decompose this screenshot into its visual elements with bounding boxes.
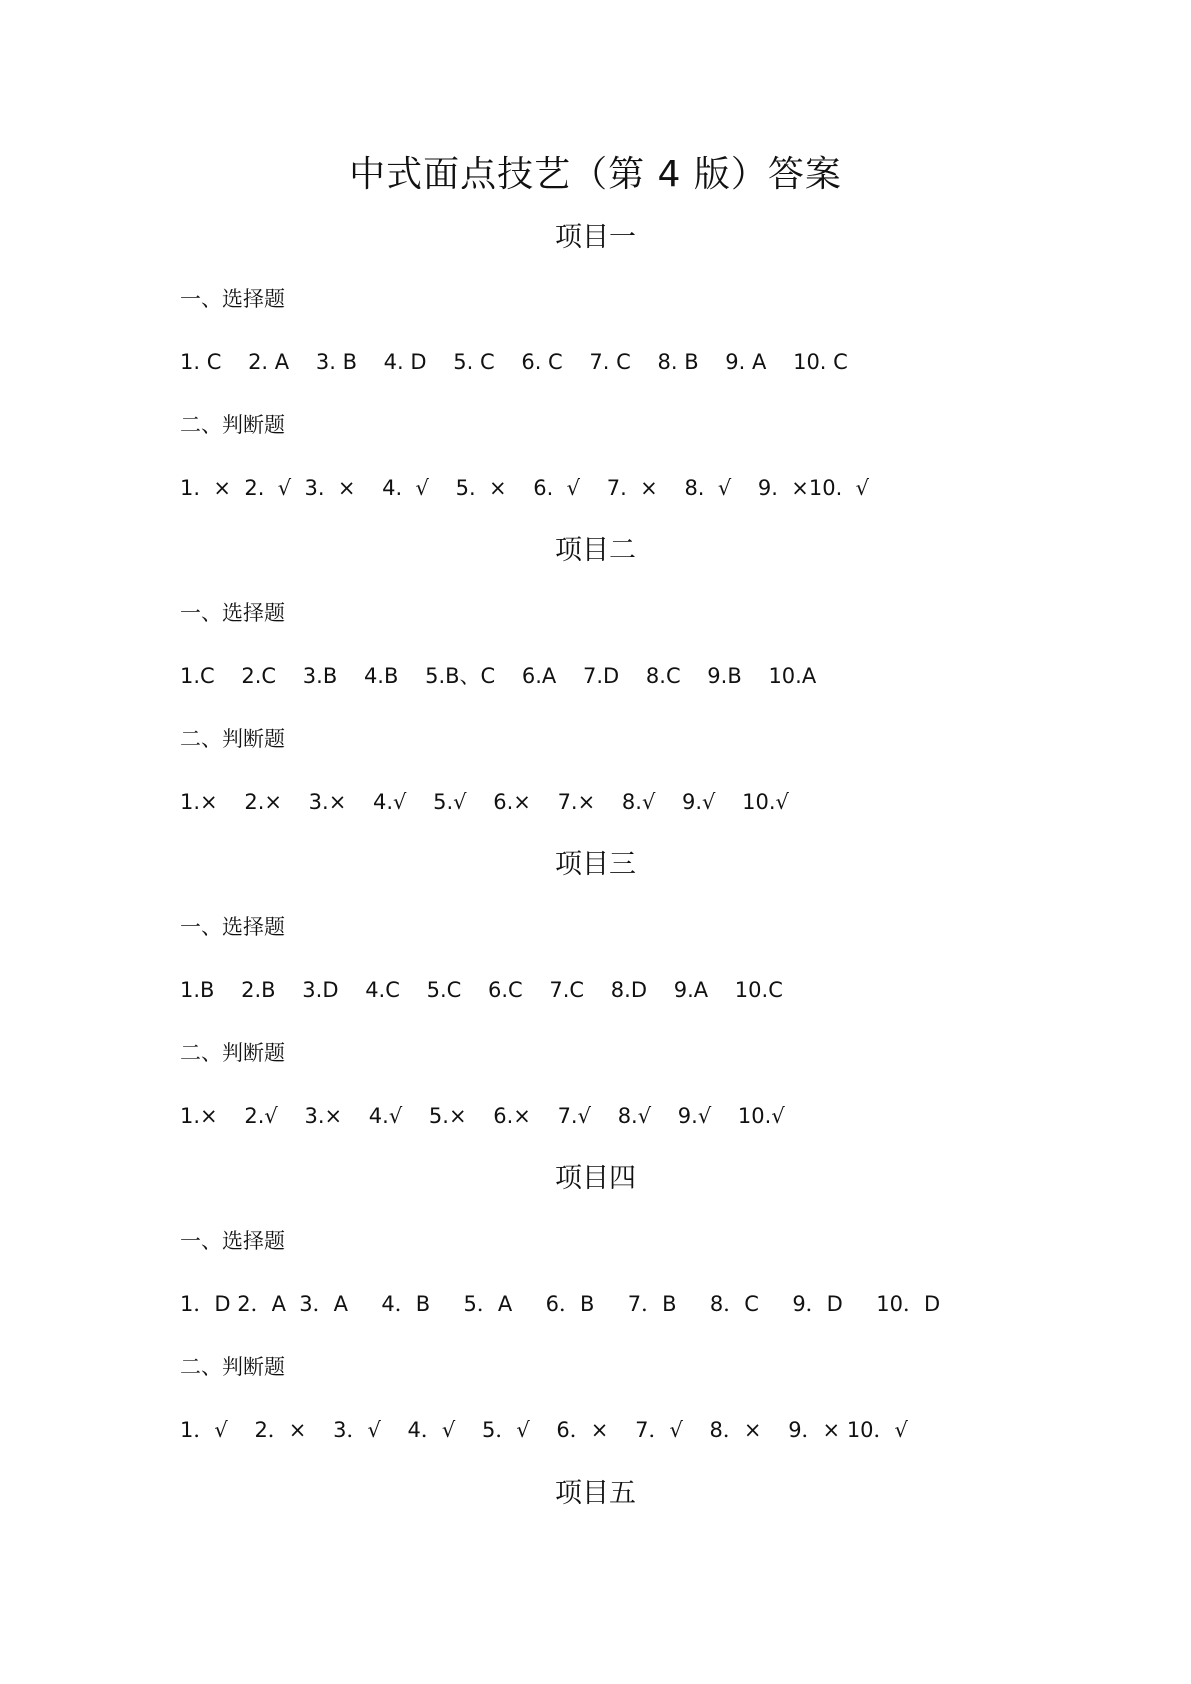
project-3-choice-heading: 一、选择题 xyxy=(180,915,285,939)
project-3-choice-answers: 1.B 2.B 3.D 4.C 5.C 6.C 7.C 8.D 9.A 10.C xyxy=(180,978,783,1002)
project-4-title: 项目四 xyxy=(555,1163,636,1194)
project-1-choice-heading: 一、选择题 xyxy=(180,287,285,311)
project-4-choice-heading: 一、选择题 xyxy=(180,1229,285,1253)
project-3-judge-heading: 二、判断题 xyxy=(180,1041,285,1065)
project-4-judge-heading: 二、判断题 xyxy=(180,1355,285,1379)
project-2-title: 项目二 xyxy=(555,535,636,566)
document-title: 中式面点技艺（第 4 版）答案 xyxy=(349,154,842,195)
project-1-title: 项目一 xyxy=(555,222,636,253)
project-5-title: 项目五 xyxy=(555,1478,636,1509)
project-2-judge-answers: 1.× 2.× 3.× 4.√ 5.√ 6.× 7.× 8.√ 9.√ 10.√ xyxy=(180,790,789,814)
project-2-choice-heading: 一、选择题 xyxy=(180,601,285,625)
project-2-choice-answers: 1.C 2.C 3.B 4.B 5.B、C 6.A 7.D 8.C 9.B 10.A xyxy=(180,664,817,688)
project-3-title: 项目三 xyxy=(555,849,636,880)
project-4-choice-answers: 1．D 2．A 3．A 4．B 5．A 6．B 7．B 8．C 9．D 10．D xyxy=(180,1292,941,1316)
project-3-judge-answers: 1.× 2.√ 3.× 4.√ 5.× 6.× 7.√ 8.√ 9.√ 10.√ xyxy=(180,1104,785,1128)
project-1-judge-heading: 二、判断题 xyxy=(180,413,285,437)
project-1-judge-answers: 1. × 2. √ 3. × 4. √ 5. × 6. √ 7. × 8. √ 9. ×10. √ xyxy=(180,476,870,500)
project-2-judge-heading: 二、判断题 xyxy=(180,727,285,751)
project-1-choice-answers: 1. C 2. A 3. B 4. D 5. C 6. C 7. C 8. B 9. A 10. C xyxy=(180,350,848,374)
project-4-judge-answers: 1．√ 2．× 3．√ 4．√ 5．√ 6．× 7．√ 8．× 9．× 10．√ xyxy=(180,1418,908,1442)
